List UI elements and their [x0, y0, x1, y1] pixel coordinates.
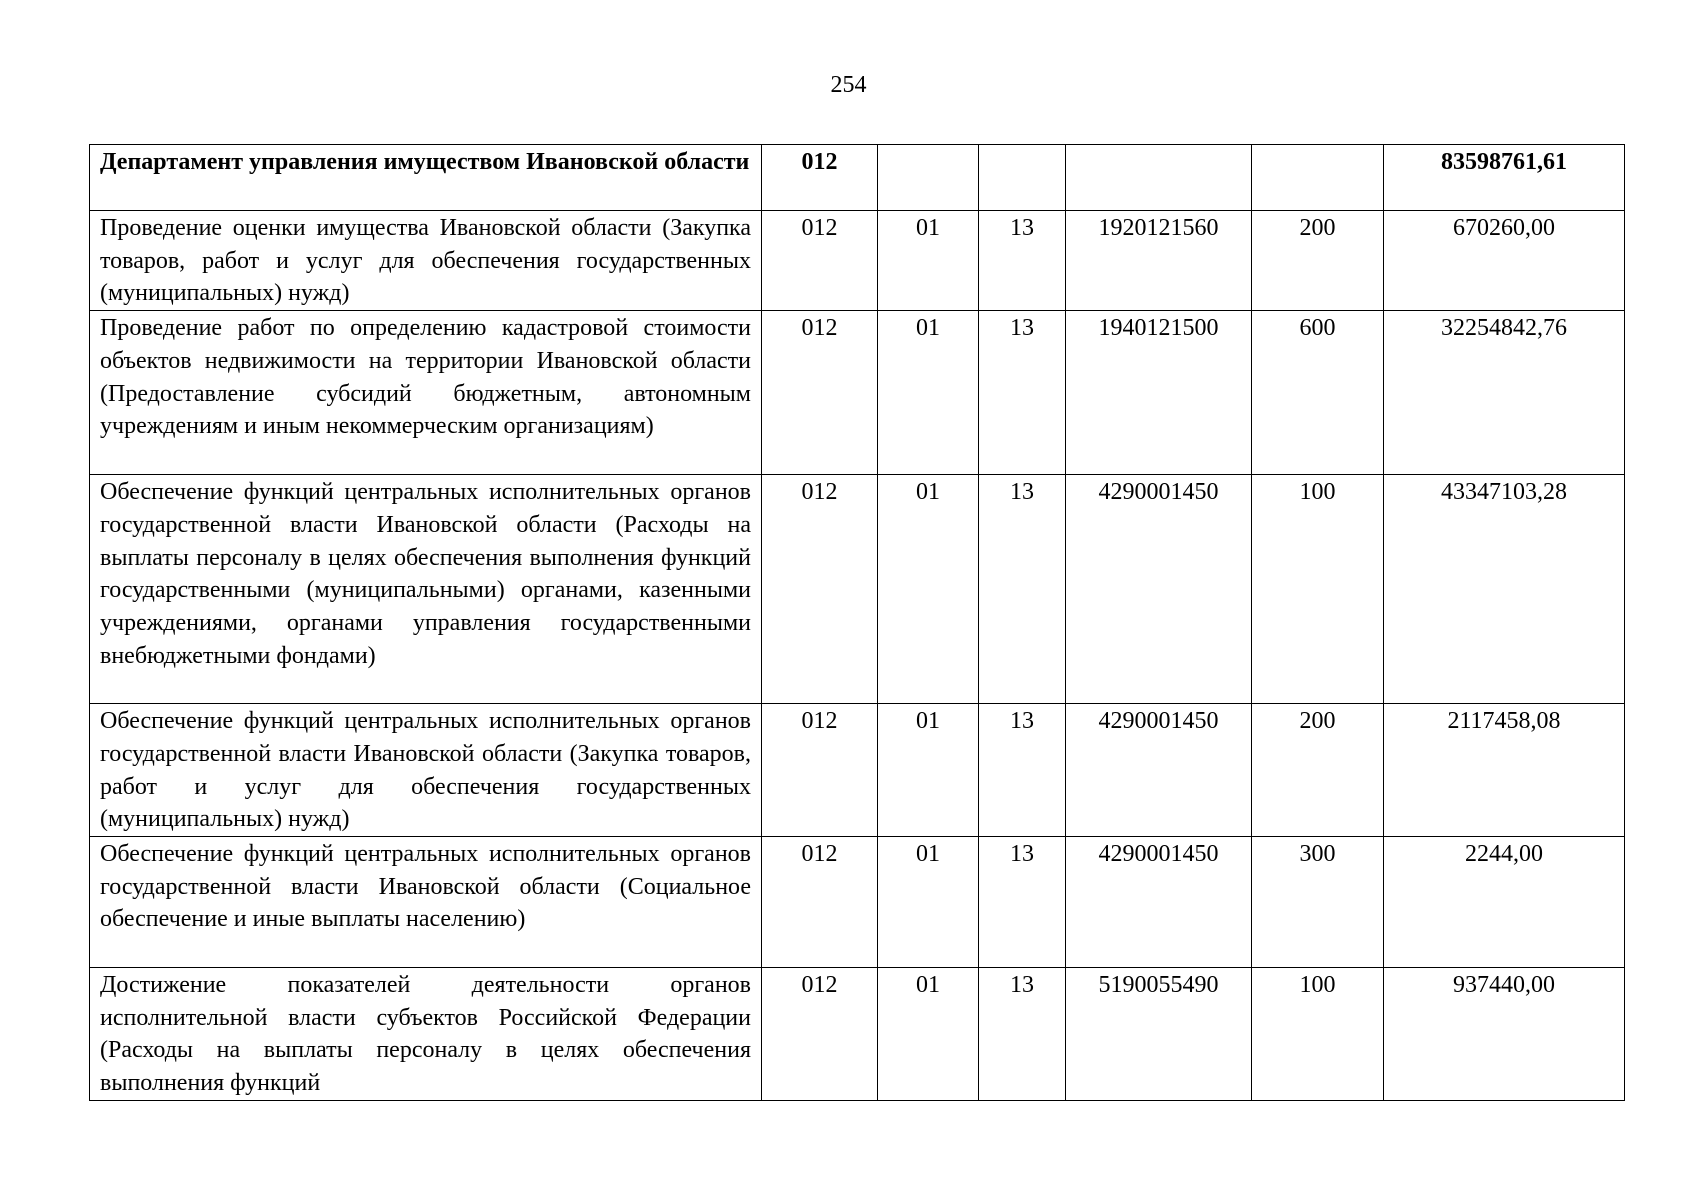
amount: 2244,00 [1384, 836, 1625, 967]
row-description: Обеспечение функций центральных исполнительных органов государственной власти Ивановской области (Социальное обеспечение и иные выплаты населению) [90, 836, 762, 967]
section-code: 01 [878, 967, 979, 1100]
expense-type-code: 200 [1252, 704, 1384, 837]
expense-type-code: 200 [1252, 211, 1384, 311]
table-row [90, 211, 1625, 311]
row-description: Обеспечение функций центральных исполнительных органов государственной власти Ивановской области (Закупка товаров, работ и услуг для обеспечения государственных (муниципальных) нужд) [90, 704, 762, 837]
section-code: 01 [878, 475, 979, 704]
subsection-code: 13 [979, 967, 1066, 1100]
section-code: 01 [878, 311, 979, 475]
section-code: 01 [878, 211, 979, 311]
table-row [90, 311, 1625, 475]
row-description: Проведение работ по определению кадастровой стоимости объектов недвижимости на территории Ивановской области (Предоставление субсидий бюджетным, автономным учреждениям и иным некоммерческим организациям) [90, 311, 762, 475]
amount: 2117458,08 [1384, 704, 1625, 837]
target-article-code: 4290001450 [1066, 704, 1252, 837]
subsection-code: 13 [979, 836, 1066, 967]
amount: 83598761,61 [1384, 145, 1625, 211]
expense-type-code: 600 [1252, 311, 1384, 475]
table-row [90, 836, 1625, 967]
grbs-code: 012 [762, 704, 878, 837]
amount: 32254842,76 [1384, 311, 1625, 475]
expense-type-code [1252, 145, 1384, 211]
subsection-code: 13 [979, 211, 1066, 311]
target-article-code: 5190055490 [1066, 967, 1252, 1100]
table-row [90, 475, 1625, 704]
subsection-code: 13 [979, 311, 1066, 475]
section-code: 01 [878, 704, 979, 837]
row-description: Департамент управления имуществом Ивановской области [90, 145, 762, 211]
amount: 670260,00 [1384, 211, 1625, 311]
grbs-code: 012 [762, 967, 878, 1100]
table-row [90, 145, 1625, 211]
subsection-code: 13 [979, 704, 1066, 837]
row-description: Проведение оценки имущества Ивановской области (Закупка товаров, работ и услуг для обеспечения государственных (муниципальных) нужд) [90, 211, 762, 311]
subsection-code: 13 [979, 475, 1066, 704]
grbs-code: 012 [762, 211, 878, 311]
table-row [90, 704, 1625, 837]
grbs-code: 012 [762, 145, 878, 211]
section-code: 01 [878, 836, 979, 967]
expense-type-code: 100 [1252, 967, 1384, 1100]
amount: 937440,00 [1384, 967, 1625, 1100]
grbs-code: 012 [762, 475, 878, 704]
row-description: Обеспечение функций центральных исполнительных органов государственной власти Ивановской области (Расходы на выплаты персоналу в целях обеспечения выполнения функций государственными (муниципальными) органами, казенными учреждениями, органами управления государственными внебюджетными фондами) [90, 475, 762, 704]
subsection-code [979, 145, 1066, 211]
budget-table [89, 144, 1625, 1101]
expense-type-code: 100 [1252, 475, 1384, 704]
target-article-code: 4290001450 [1066, 475, 1252, 704]
table-row [90, 967, 1625, 1100]
page-number: 254 [830, 72, 867, 98]
target-article-code: 1920121560 [1066, 211, 1252, 311]
amount: 43347103,28 [1384, 475, 1625, 704]
section-code [878, 145, 979, 211]
expense-type-code: 300 [1252, 836, 1384, 967]
target-article-code: 4290001450 [1066, 836, 1252, 967]
target-article-code: 1940121500 [1066, 311, 1252, 475]
grbs-code: 012 [762, 836, 878, 967]
grbs-code: 012 [762, 311, 878, 475]
row-description: Достижение показателей деятельности органов исполнительной власти субъектов Российской Федерации (Расходы на выплаты персоналу в целях обеспечения выполнения функций [90, 967, 762, 1100]
target-article-code [1066, 145, 1252, 211]
